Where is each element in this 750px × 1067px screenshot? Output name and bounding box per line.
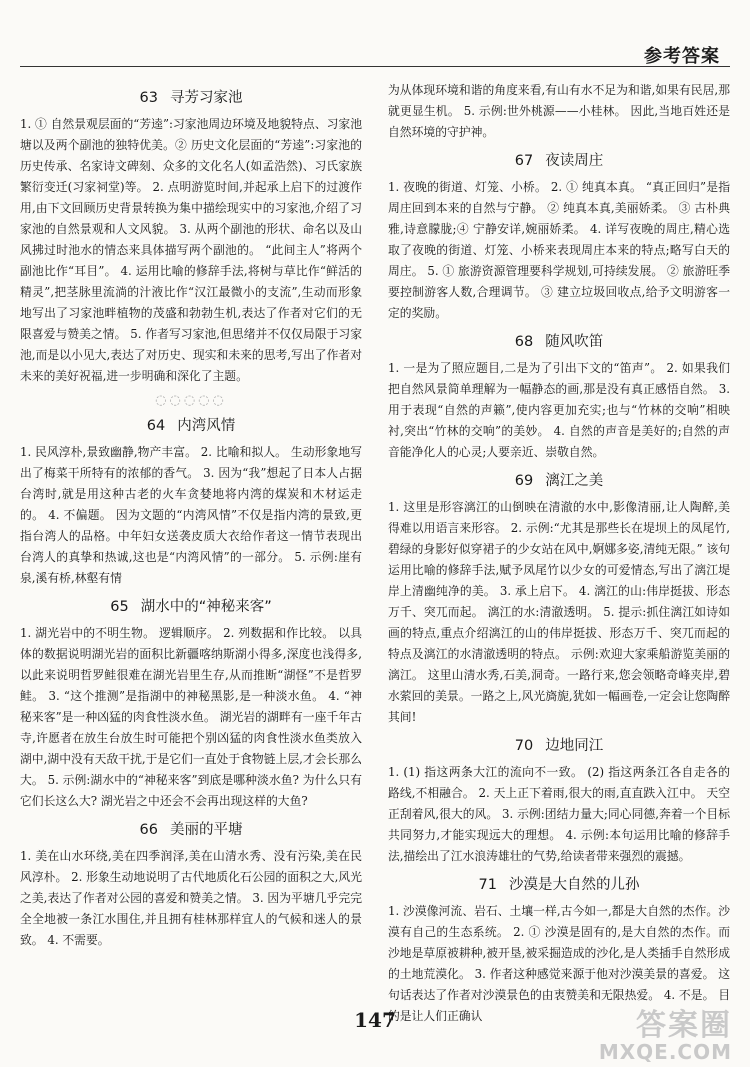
section-number: 70	[514, 738, 534, 754]
section-name: 内湾风情	[177, 418, 236, 434]
page-number: 147	[354, 1008, 396, 1032]
answer-section-63	[20, 87, 362, 387]
answer-section-70	[388, 735, 730, 867]
section-number: 63	[139, 90, 158, 106]
answer-section-66-continued	[388, 80, 730, 143]
section-answer-text: 1. 湖光岩中的不明生物。 逻辑顺序。 2. 列数据和作比较。 以具体的数据说明湖光岩的面积比新疆喀纳斯湖小得多,深度也浅得多,以此来说明哲罗鲑很难在湖光岩里生存,从而推断“湖怪”不是哲罗鲑。 3. “这个推测”是指湖中的神秘黑影,是一种淡水鱼。 4. “神秘来客”是一种凶猛的肉食性淡水鱼。 湖光岩的湖畔有一座千年古寺,许愿者在放生台放生时可能把个别凶猛的肉食性淡水鱼类放入湖中,湖中没有天敌干扰,于是它们一直处于食物链上层,才会长那么大。 5. 示例:湖水中的“神秘来客”到底是哪种淡水鱼? 为什么只有它们长这么大? 湖光岩之中还会不会再出现这样的大鱼?	[20, 626, 362, 808]
answer-section-68	[388, 331, 730, 463]
section-answer-text: 1. 一是为了照应题目,二是为了引出下文的“笛声”。 2. 如果我们把自然风景简单理解为一幅静态的画,那是没有真正感悟自然。 3. 用于表现“自然的声籁”,使内容更加充实;也与“竹林的交响”相映衬,突出“竹林的交响”的美妙。 4. 自然的声音是美好的;自然的声音能净化人的心灵;人要亲近、崇敬自然。	[388, 361, 730, 459]
section-name: 寻芳习家池	[169, 90, 243, 106]
section-title	[20, 87, 362, 109]
answer-section-65	[20, 596, 362, 812]
section-answer-text: 1. 沙漠像河流、岩石、土壤一样,古今如一,都是大自然的杰作。沙漠有自己的生态系统。 2. ① 沙漠是固有的,是大自然的杰作。而沙地是草原被耕种,被开垦,被采掘造成的沙化,是人类插手自然形成的土地荒漠化。 3. 作者这种感觉来源于他对沙漠美景的喜爱。 这句话表达了作者对沙漠景色的由衷赞美和无限热爱。 4. 不是。 目的是让人们正确认	[388, 904, 730, 1023]
section-answer-text: 1. 美在山水环绕,美在四季润泽,美在山清水秀、没有污染,美在民风淳朴。 2. 形象生动地说明了古代地质化石公园的面积之大,风光之美,表达了作者对公园的喜爱和赞美之情。 3. 因为平塘几乎完完全全地被一条江水围住,并且拥有桂林那样宜人的气候和迷人的景致。 4. 不需要。	[20, 849, 362, 947]
section-answer-text: 为从体现环境和谐的角度来看,有山有水不足为和谐,如果有民居,那就更显生机。 5. 示例:世外桃源——小桂林。 因此,当地百姓还是自然环境的守护神。	[388, 83, 730, 139]
section-name: 随风吹笛	[545, 334, 604, 350]
header-rule	[20, 66, 730, 67]
section-title	[388, 331, 730, 353]
decorative-divider-icon: ◌◌◌◌◌	[155, 393, 227, 408]
section-answer-text: 1. (1) 指这两条大江的流向不一致。 (2) 指这两条江各自走各的路线,不相融合。 2. 天上正下着雨,很大的雨,直直跌入江中。 天空正刮着风,很大的风。 3. 示例:团结力量大;同心同德,奔着一个目标共同努力,才能实现远大的理想。 4. 示例:本句运用比喻的修辞手法,描绘出了江水浪涛雄壮的气势,给读者带来强烈的震撼。	[388, 765, 730, 863]
section-title	[20, 819, 362, 841]
section-name: 漓江之美	[545, 473, 604, 489]
section-title	[388, 470, 730, 492]
answer-section-67	[388, 150, 730, 324]
section-number: 64	[146, 418, 166, 434]
section-title	[388, 735, 730, 757]
section-answer-text: 1. 这里是形容漓江的山倒映在清澈的水中,影像清丽,让人陶醉,美得难以用语言来形容。 2. 示例:“尤其是那些长在堤坝上的凤尾竹,碧绿的身影好似穿裙子的少女站在风中,婀娜多姿,清纯无限。” 该句运用比喻的修辞手法,赋予凤尾竹以少女的可爱情态,写出了漓江堤岸上清幽纯净的美。 3. 承上启下。 4. 漓江的山:伟岸挺拔、形态万千、突兀而起。 漓江的水:清澈透明。 5. 提示:抓住漓江如诗如画的特点,重点介绍漓江的山的伟岸挺拔、形态万千、突兀而起的特点及漓江的水清澈透明的特点。 示例:欢迎大家乘船游览美丽的漓江。 这里山清水秀,石美,洞奇。一路行来,您会领略奇峰夹岸,碧水萦回的美景。一路之上,风光旖旎,犹如一幅画卷,一定会让您陶醉其间!	[388, 500, 730, 724]
section-number: 69	[514, 473, 534, 489]
answer-section-64	[20, 415, 362, 589]
section-number: 65	[110, 599, 129, 615]
section-answer-text: 1. 民风淳朴,景致幽静,物产丰富。 2. 比喻和拟人。 生动形象地写出了梅菜干所特有的浓郁的香气。 3. 因为“我”想起了日本人占据台湾时,就是用这种古老的火车贪婪地将内湾的煤炭和木材运走的。 4. 不偏题。 因为文题的“内湾风情”不仅是指内湾的景致,更指台湾人的品格。中年妇女送袭皮质大衣给作者这一情节表现出台湾人的真挚和热诚,这也是“内湾风情”的一部分。 5. 示例:崖有泉,溪有桥,林壑有情	[20, 445, 362, 585]
left-column	[20, 80, 362, 951]
section-title	[20, 415, 362, 437]
section-title	[20, 596, 362, 618]
section-name: 美丽的平塘	[169, 822, 243, 838]
section-title	[388, 150, 730, 172]
section-name: 边地同江	[545, 738, 604, 754]
section-name: 夜读周庄	[545, 153, 604, 169]
section-title	[388, 874, 730, 896]
section-answer-text: 1. ① 自然景观层面的“芳逵”:习家池周边环境及地貌特点、习家池塘以及两个副池的独特优美。② 历史文化层面的“芳逵”:习家池的历史传承、名家诗文碑刻、众多的文化名人(如孟浩然)、习氏家族繁衍变迁(习家祠堂)等。 2. 点明游览时间,并起承上启下的过渡作用,由下文回顾历史背景转换为集中描绘现实中的习家池,介绍了习家池的自然景观和人文风貌。 3. 从两个副池的形状、命名以及山风拂过时池水的情态来具体描写两个副池的。 “此间主人”将两个副池比作“耳目”。 4. 运用比喻的修辞手法,将树与草比作“鲜活的精灵”,把茎脉里流淌的汁液比作“汉江最微小的支流”,生动而形象地写出了习家池畔植物的茂盛和勃勃生机,表达了作者对它们的无限喜爱与赞美之情。 5. 作者写习家池,但思绪并不仅仅局限于习家池,而是以小见大,表达了对历史、现实和未来的思考,写出了作者对未来的美好祝福,进一步明确和深化了主题。	[20, 117, 362, 383]
answer-section-69	[388, 470, 730, 728]
watermark-main-text: 答案圈	[636, 1008, 732, 1043]
section-name: 沙漠是大自然的儿孙	[508, 877, 640, 893]
answer-section-66	[20, 819, 362, 951]
section-answer-text: 1. 夜晚的街道、灯笼、小桥。 2. ① 纯真本真。 “真正回归”是指周庄回到本来的自然与宁静。 ② 纯真本真,美丽娇柔。 ③ 古朴典雅,诗意朦胧;④ 宁静安详,婉丽娇柔。 4. 详写夜晚的周庄,精心选取了夜晚的街道、灯笼、小桥来表现周庄本来的特点;略写白天的周庄。 5. ① 旅游资源管理要科学规划,可持续发展。 ② 旅游旺季要控制游客人数,合理调节。 ③ 建立垃圾回收点,给予文明游客一定的奖励。	[388, 180, 730, 320]
section-name: 湖水中的“神秘来客”	[140, 599, 272, 615]
watermark-sub-text: MXQE.COM	[598, 1040, 732, 1064]
watermark-logo	[599, 1000, 732, 1064]
section-number: 68	[514, 334, 534, 350]
section-number: 67	[514, 153, 534, 169]
section-number: 71	[478, 877, 497, 893]
right-column	[388, 80, 730, 1027]
header-title: 参考答案	[644, 46, 720, 67]
section-number: 66	[139, 822, 158, 838]
